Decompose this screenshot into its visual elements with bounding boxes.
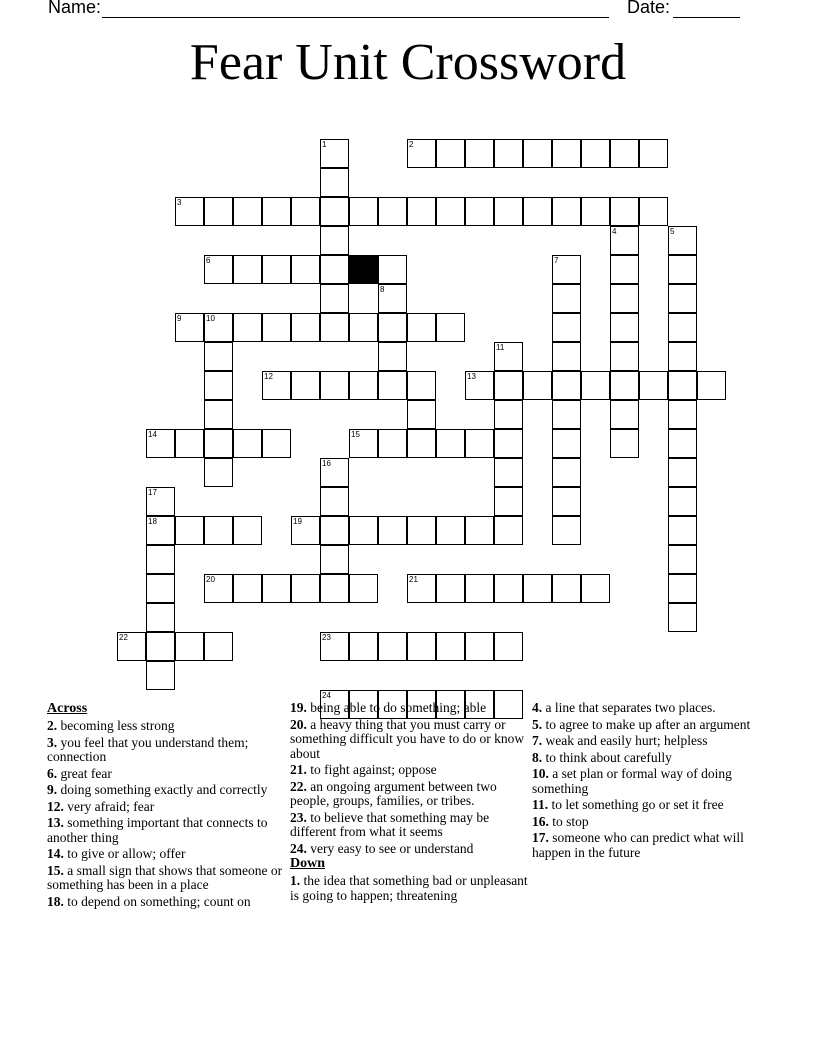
crossword-cell[interactable]: [146, 632, 175, 661]
crossword-cell[interactable]: [320, 197, 349, 226]
page-title: Fear Unit Crossword: [189, 34, 627, 91]
clue-number: 11.: [532, 797, 549, 812]
crossword-cell[interactable]: [610, 429, 639, 458]
crossword-cell[interactable]: [668, 429, 697, 458]
crossword-cell[interactable]: [668, 603, 697, 632]
clue-text: the idea that something bad or unpleasant is going to happen; threatening: [290, 873, 528, 903]
clue-text: becoming less strong: [60, 718, 175, 733]
crossword-cell[interactable]: [465, 429, 494, 458]
crossword-cell[interactable]: [552, 371, 581, 400]
clue-column-1: [47, 701, 287, 909]
crossword-cell[interactable]: [233, 313, 262, 342]
clue-text: to give or allow; offer: [67, 846, 186, 861]
crossword-cell[interactable]: [581, 574, 610, 603]
crossword-cell[interactable]: [407, 516, 436, 545]
clue-down-5: [532, 718, 772, 733]
crossword-cell[interactable]: [378, 255, 407, 284]
crossword-cell[interactable]: [407, 313, 436, 342]
crossword-cell[interactable]: [494, 429, 523, 458]
crossword-cell[interactable]: [465, 197, 494, 226]
crossword-cell[interactable]: [668, 574, 697, 603]
clue-down-17: [532, 831, 772, 860]
clue-number: 16.: [532, 813, 549, 829]
crossword-cell[interactable]: [436, 516, 465, 545]
crossword-cell[interactable]: [262, 197, 291, 226]
crossword-cell[interactable]: [552, 284, 581, 313]
clue-down-16: [532, 815, 772, 830]
crossword-cell[interactable]: [494, 371, 523, 400]
crossword-cell[interactable]: [494, 574, 523, 603]
crossword-cell[interactable]: [320, 574, 349, 603]
crossword-cell[interactable]: [378, 632, 407, 661]
crossword-cell[interactable]: [407, 371, 436, 400]
crossword-cell[interactable]: [494, 516, 523, 545]
clue-across-18: [47, 895, 287, 910]
crossword-cell[interactable]: [262, 429, 291, 458]
crossword-cell[interactable]: [639, 139, 668, 168]
crossword-cell[interactable]: [233, 516, 262, 545]
clue-across-21: [290, 763, 530, 778]
clue-text: very easy to see or understand: [310, 840, 474, 856]
crossword-cell[interactable]: [668, 342, 697, 371]
clue-text: weak and easily hurt; helpless: [545, 733, 708, 748]
clue-number: 17.: [532, 830, 549, 845]
crossword-cell[interactable]: [204, 458, 233, 487]
crossword-cell[interactable]: [465, 632, 494, 661]
crossword-cell[interactable]: [291, 313, 320, 342]
crossword-cell[interactable]: [552, 458, 581, 487]
crossword-cell[interactable]: [610, 284, 639, 313]
crossword-cell[interactable]: [494, 632, 523, 661]
crossword-cell[interactable]: [436, 313, 465, 342]
crossword-cell[interactable]: [378, 516, 407, 545]
crossword-cell[interactable]: [552, 197, 581, 226]
cell-number: 5: [670, 227, 675, 236]
crossword-cell[interactable]: [204, 342, 233, 371]
clue-across-20: [290, 718, 530, 762]
clue-across-3: [47, 736, 287, 765]
clue-text: a set plan or formal way of doing something: [532, 766, 732, 796]
crossword-cell[interactable]: [465, 139, 494, 168]
crossword-cell[interactable]: [668, 487, 697, 516]
crossword-cell[interactable]: [378, 313, 407, 342]
clue-across-24: [290, 842, 530, 857]
crossword-cell[interactable]: [610, 197, 639, 226]
clue-text: to stop: [552, 813, 589, 829]
crossword-cell[interactable]: [349, 371, 378, 400]
clue-text: a small sign that shows that someone or something has been in a place: [47, 862, 283, 892]
clue-number: 2.: [47, 718, 58, 733]
clue-number: 1.: [290, 873, 301, 888]
crossword-cell[interactable]: [233, 429, 262, 458]
clue-number: 15.: [47, 862, 64, 878]
crossword-cell[interactable]: [668, 458, 697, 487]
crossword-cell[interactable]: [552, 516, 581, 545]
crossword-cell[interactable]: [668, 400, 697, 429]
cell-number: 7: [554, 256, 559, 265]
cell-number: 15: [351, 430, 360, 439]
crossword-cell[interactable]: [668, 371, 697, 400]
crossword-cell[interactable]: [204, 516, 233, 545]
crossword-cell[interactable]: [668, 545, 697, 574]
crossword-cell[interactable]: [697, 371, 726, 400]
crossword-cell[interactable]: [320, 516, 349, 545]
cell-number: 1: [322, 140, 327, 149]
cell-number: 21: [409, 575, 418, 584]
cell-number: 18: [148, 517, 157, 526]
crossword-cell[interactable]: [146, 574, 175, 603]
clue-text: to depend on something; count on: [67, 893, 251, 909]
crossword-cell[interactable]: [262, 574, 291, 603]
crossword-cell[interactable]: [204, 197, 233, 226]
clue-across-2: [47, 719, 287, 734]
cell-number: 20: [206, 575, 215, 584]
black-square: [349, 255, 378, 284]
across-heading: Across: [47, 701, 88, 716]
clue-text: great fear: [60, 765, 112, 781]
crossword-cell[interactable]: [494, 487, 523, 516]
clue-text: very afraid; fear: [67, 798, 155, 814]
crossword-cell[interactable]: [610, 139, 639, 168]
crossword-cell[interactable]: [436, 574, 465, 603]
crossword-cell[interactable]: [291, 255, 320, 284]
cell-number: 4: [612, 227, 617, 236]
crossword-cell[interactable]: [552, 139, 581, 168]
clue-number: 18.: [47, 893, 64, 909]
clue-number: 24.: [290, 840, 307, 856]
crossword-cell[interactable]: [407, 632, 436, 661]
crossword-cell[interactable]: [233, 574, 262, 603]
clue-text: to fight against; oppose: [310, 762, 437, 777]
crossword-cell[interactable]: [320, 371, 349, 400]
crossword-cell[interactable]: [610, 400, 639, 429]
crossword-cell[interactable]: [436, 139, 465, 168]
cell-number: 12: [264, 372, 273, 381]
crossword-cell[interactable]: [581, 197, 610, 226]
cell-number: 19: [293, 517, 302, 526]
crossword-cell[interactable]: [146, 661, 175, 690]
clue-number: 8.: [532, 749, 543, 765]
crossword-cell[interactable]: [436, 197, 465, 226]
clue-down-4: [532, 701, 772, 716]
clue-across-15: [47, 864, 287, 893]
clue-number: 3.: [47, 734, 58, 750]
crossword-cell[interactable]: [436, 429, 465, 458]
clue-number: 6.: [47, 765, 58, 781]
clue-across-6: [47, 767, 287, 782]
cell-number: 17: [148, 488, 157, 497]
crossword-cell[interactable]: [407, 197, 436, 226]
crossword-cell[interactable]: [494, 458, 523, 487]
clue-text: a heavy thing that you must carry or something difficult you have to do or know about: [290, 716, 525, 761]
crossword-cell[interactable]: [552, 574, 581, 603]
crossword-cell[interactable]: [552, 400, 581, 429]
cell-number: 24: [322, 691, 331, 700]
clue-number: 22.: [290, 778, 307, 794]
crossword-cell[interactable]: [610, 342, 639, 371]
cell-number: 14: [148, 430, 157, 439]
crossword-cell[interactable]: [233, 197, 262, 226]
crossword-cell[interactable]: [581, 139, 610, 168]
clue-across-23: [290, 811, 530, 840]
crossword-cell[interactable]: [610, 255, 639, 284]
clue-text: you feel that you understand them; connection: [47, 734, 249, 764]
cell-number: 16: [322, 459, 331, 468]
crossword-cell[interactable]: [349, 313, 378, 342]
cell-number: 10: [206, 314, 215, 323]
crossword-cell[interactable]: [523, 574, 552, 603]
crossword-cell[interactable]: [668, 313, 697, 342]
cell-number: 8: [380, 285, 385, 294]
crossword-cell[interactable]: [552, 429, 581, 458]
crossword-cell[interactable]: [175, 632, 204, 661]
crossword-cell[interactable]: [436, 632, 465, 661]
clue-text: to think about carefully: [545, 749, 672, 765]
cell-number: 6: [206, 256, 211, 265]
clue-down-11: [532, 798, 772, 813]
clue-number: 13.: [47, 815, 64, 830]
crossword-cell[interactable]: [291, 574, 320, 603]
clue-text: something important that connects to another thing: [47, 815, 268, 845]
crossword-cell[interactable]: [523, 139, 552, 168]
clue-column-3: [532, 701, 772, 860]
clue-across-22: [290, 780, 530, 809]
clue-across-13: [47, 816, 287, 845]
clue-text: an ongoing argument between two people, groups, families, or tribes.: [290, 778, 497, 808]
cell-number: 22: [119, 633, 128, 642]
crossword-cell[interactable]: [407, 400, 436, 429]
crossword-cell[interactable]: [349, 197, 378, 226]
crossword-cell[interactable]: [320, 168, 349, 197]
crossword-cell[interactable]: [204, 429, 233, 458]
crossword-cell[interactable]: [494, 197, 523, 226]
clue-number: 4.: [532, 700, 543, 715]
clue-text: being able to do something; able: [310, 700, 487, 715]
crossword-cell[interactable]: [320, 545, 349, 574]
clue-text: to believe that something may be different from what it seems: [290, 809, 490, 839]
clue-number: 7.: [532, 733, 543, 748]
crossword-cell[interactable]: [378, 197, 407, 226]
crossword-cell[interactable]: [291, 371, 320, 400]
cell-number: 2: [409, 140, 414, 149]
crossword-cell[interactable]: [204, 400, 233, 429]
crossword-cell[interactable]: [378, 371, 407, 400]
clue-down-10: [532, 767, 772, 796]
clue-down-1: [290, 874, 530, 903]
crossword-cell[interactable]: [146, 545, 175, 574]
crossword-cell[interactable]: [262, 255, 291, 284]
crossword-cell[interactable]: [465, 574, 494, 603]
crossword-cell[interactable]: [668, 516, 697, 545]
date-label: Date:: [627, 0, 671, 17]
crossword-cell[interactable]: [378, 342, 407, 371]
crossword-cell[interactable]: [349, 574, 378, 603]
clue-across-14: [47, 847, 287, 862]
clue-down-8: [532, 751, 772, 766]
crossword-cell[interactable]: [349, 516, 378, 545]
cell-number: 23: [322, 633, 331, 642]
crossword-cell[interactable]: [552, 313, 581, 342]
clue-number: 9.: [47, 782, 58, 797]
clue-column-2: [290, 701, 530, 903]
crossword-cell[interactable]: [668, 284, 697, 313]
crossword-cell[interactable]: [320, 255, 349, 284]
crossword-cell[interactable]: [494, 400, 523, 429]
cell-number: 9: [177, 314, 182, 323]
crossword-cell[interactable]: [320, 226, 349, 255]
crossword-cell[interactable]: [349, 632, 378, 661]
crossword-cell[interactable]: [581, 371, 610, 400]
crossword-cell[interactable]: [175, 516, 204, 545]
clue-number: 14.: [47, 846, 64, 861]
clue-text: someone who can predict what will happen in the future: [532, 830, 744, 860]
crossword-cell[interactable]: [291, 197, 320, 226]
clue-number: 10.: [532, 766, 549, 781]
crossword-cell[interactable]: [262, 313, 291, 342]
crossword-cell[interactable]: [175, 429, 204, 458]
cell-number: 3: [177, 198, 182, 207]
down-heading: Down: [290, 856, 326, 871]
clue-number: 20.: [290, 716, 307, 732]
crossword-cell[interactable]: [610, 313, 639, 342]
clue-text: doing something exactly and correctly: [60, 782, 268, 797]
crossword-cell[interactable]: [204, 632, 233, 661]
clue-text: a line that separates two places.: [545, 700, 716, 715]
crossword-cell[interactable]: [378, 429, 407, 458]
crossword-cell[interactable]: [610, 371, 639, 400]
crossword-cell[interactable]: [668, 255, 697, 284]
crossword-cell[interactable]: [465, 516, 494, 545]
crossword-cell[interactable]: [523, 197, 552, 226]
crossword-cell[interactable]: [494, 139, 523, 168]
clue-number: 12.: [47, 798, 64, 814]
clue-across-12: [47, 800, 287, 815]
crossword-cell[interactable]: [320, 487, 349, 516]
clue-number: 5.: [532, 716, 543, 732]
clue-number: 23.: [290, 809, 307, 825]
crossword-cell[interactable]: [233, 255, 262, 284]
crossword-cell[interactable]: [320, 313, 349, 342]
clue-number: 21.: [290, 762, 307, 777]
crossword-cell[interactable]: [639, 197, 668, 226]
crossword-cell[interactable]: [639, 371, 668, 400]
crossword-cell[interactable]: [552, 342, 581, 371]
crossword-cell[interactable]: [407, 429, 436, 458]
crossword-cell[interactable]: [523, 371, 552, 400]
cell-number: 11: [496, 343, 505, 352]
crossword-cell[interactable]: [204, 371, 233, 400]
cell-number: 13: [467, 372, 476, 381]
clue-text: to agree to make up after an argument: [545, 716, 751, 732]
name-label: Name:: [48, 0, 102, 17]
clue-across-19: [290, 701, 530, 716]
clue-text: to let something go or set it free: [551, 797, 724, 812]
clue-number: 19.: [290, 700, 307, 715]
clue-down-7: [532, 734, 772, 749]
crossword-cell[interactable]: [320, 284, 349, 313]
clue-across-9: [47, 783, 287, 798]
crossword-cell[interactable]: [552, 487, 581, 516]
crossword-cell[interactable]: [146, 603, 175, 632]
